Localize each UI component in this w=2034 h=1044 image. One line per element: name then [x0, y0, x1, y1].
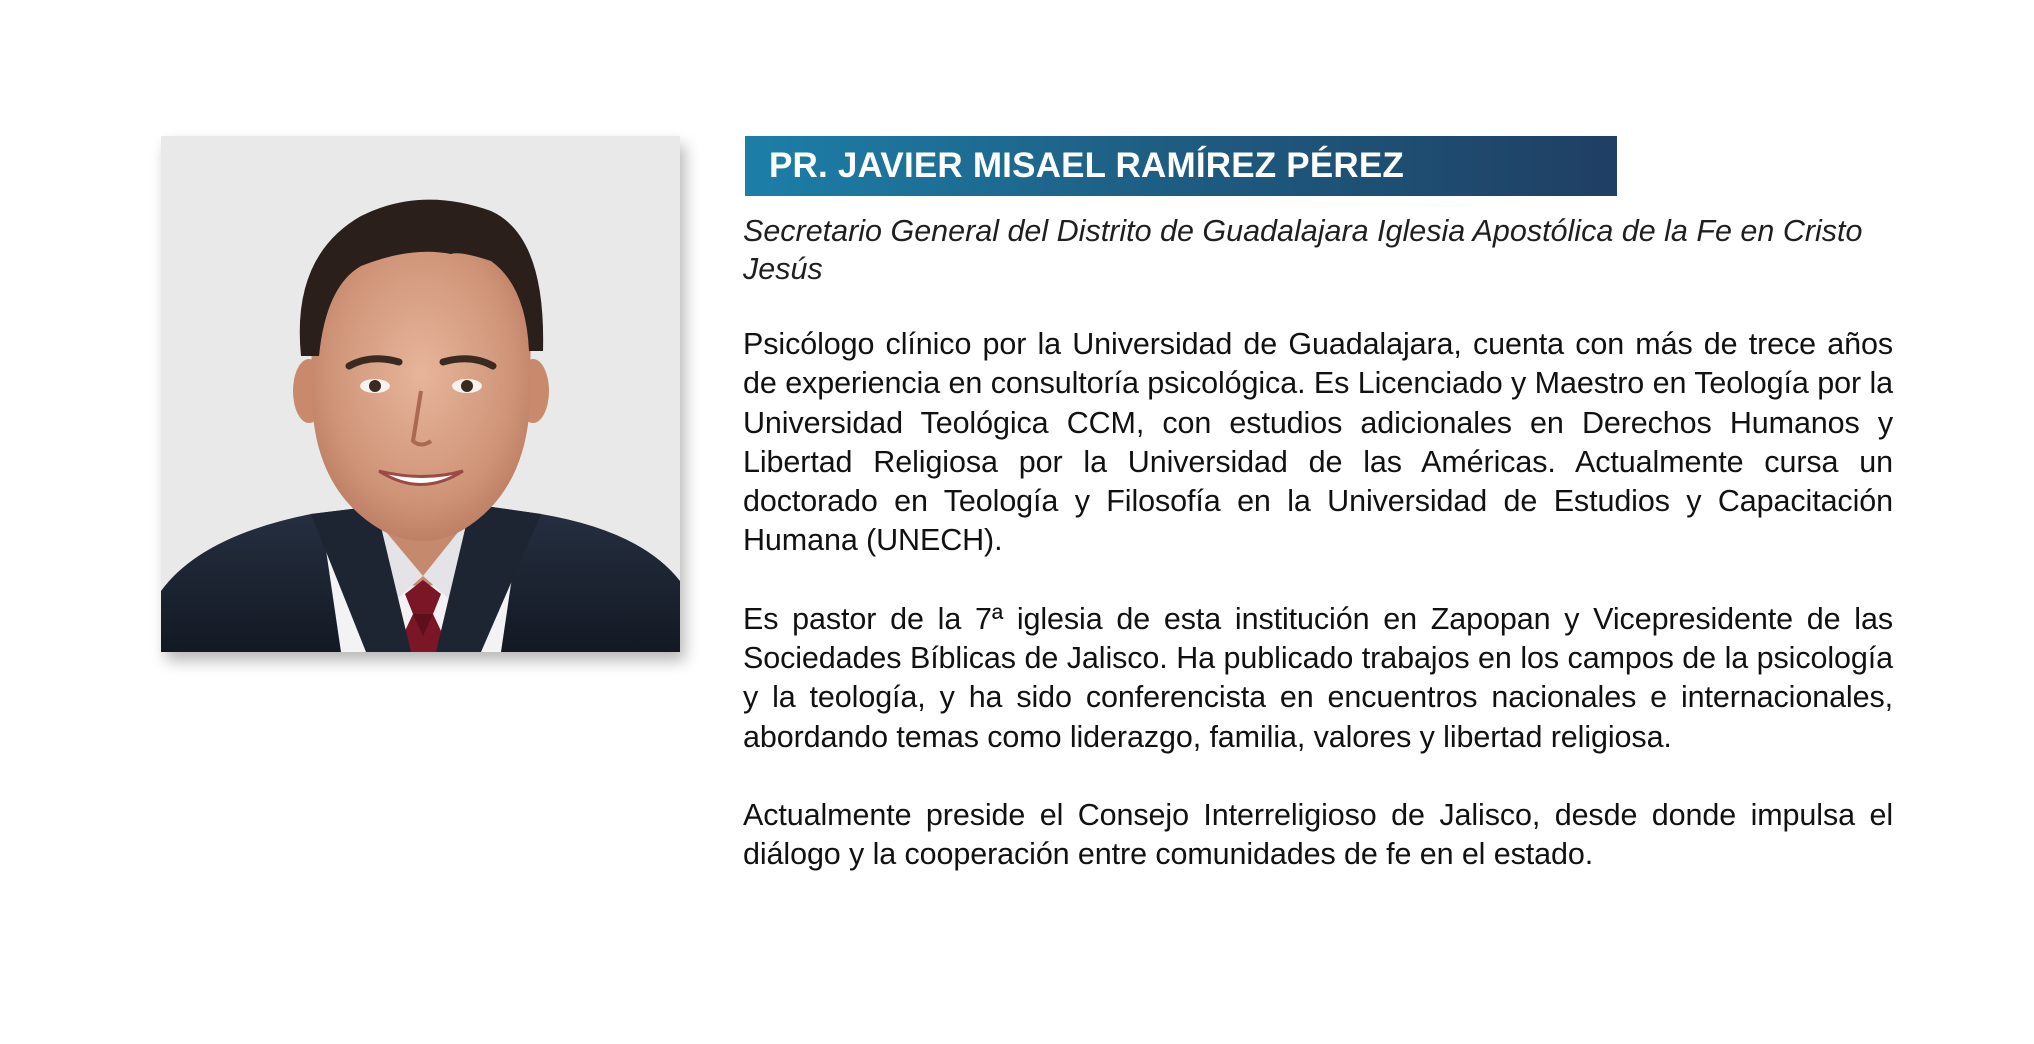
bio-paragraph-council: Actualmente preside el Consejo Interreligioso de Jalisco, desde donde impulsa el diálogo y la cooperación entre comunidades de fe en el estado.: [743, 797, 1893, 872]
face: [311, 236, 531, 541]
portrait-illustration: [161, 136, 680, 652]
person-title: Secretario General del Distrito de Guadalajara Iglesia Apostólica de la Fe en Cristo Jesús: [743, 214, 1863, 286]
person-name: PR. JAVIER MISAEL RAMÍREZ PÉREZ: [769, 146, 1404, 185]
profile-photo: [161, 136, 680, 652]
biography: [743, 212, 1893, 914]
bio-paragraph-ministry: Es pastor de la 7ª iglesia de esta institución en Zapopan y Vicepresidente de las Sociedades Bíblicas de Jalisco. Ha publicado trabajos en los campos de la psicología y la teología, y ha sido conferencista en encuentros nacionales e internacionales, abordando temas como liderazgo, familia, valores y libertad religiosa.: [743, 601, 1893, 754]
bio-paragraph-education: Psicólogo clínico por la Universidad de Guadalajara, cuenta con más de trece años de experiencia en consultoría psicológica. Es Licenciado y Maestro en Teología por la Universidad Teológica CCM, con estudios adicionales en Derechos Humanos y Libertad Religiosa por la Universidad de las Américas. Actualmente cursa un doctorado en Teología y Filosofía en la Universidad de Estudios y Capacitación Humana (UNECH).: [743, 327, 1893, 558]
name-banner: [745, 136, 1617, 196]
